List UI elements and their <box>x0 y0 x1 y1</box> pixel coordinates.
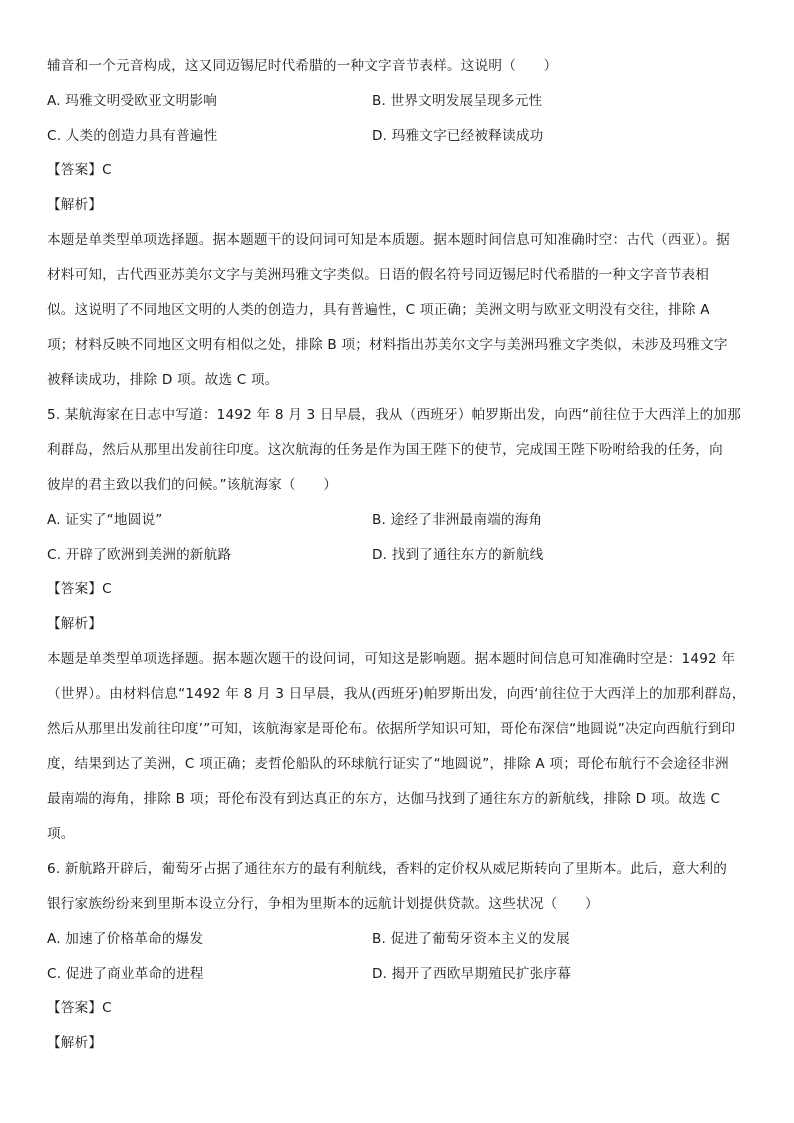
q4-analysis-line-2: 材料可知，古代西亚苏美尔文字与美洲玛雅文字类似。日语的假名符号同迈锡尼时代希腊的一种文字音节表相 <box>47 267 710 283</box>
q6-stem-line-2: 银行家族纷纷来到里斯本设立分行，争相为里斯本的远航计划提供贷款。这些状况（ ） <box>47 896 599 912</box>
q5-option-b: B. 途经了非洲最南端的海角 <box>372 512 543 528</box>
q4-option-b: B. 世界文明发展呈现多元性 <box>372 93 543 109</box>
q4-stem-tail: 辅音和一个元音构成，这又同迈锡尼时代希腊的一种文字音节表样。这说明（ ） <box>47 58 558 74</box>
q5-analysis-line-5: 最南端的海角，排除 B 项；哥伦布没有到达真正的东方，达伽马找到了通往东方的新航线，排除 D 项。故选 C <box>47 791 721 807</box>
q4-option-c: C. 人类的创造力具有普遍性 <box>47 128 218 144</box>
q6-option-d: D. 揭开了西欧早期殖民扩张序幕 <box>372 966 572 982</box>
q4-analysis-line-5: 被释读成功，排除 D 项。故选 C 项。 <box>47 372 279 388</box>
q6-analysis-label: 【解析】 <box>47 1035 103 1051</box>
q5-analysis-line-4: 度，结果到达了美洲，C 项正确；麦哲伦船队的环球航行证实了“地圆说”，排除 A 项；哥伦布航行不会途径非洲 <box>47 756 729 772</box>
q4-analysis-line-3: 似。这说明了不同地区文明的人类的创造力，具有普遍性，C 项正确；美洲文明与欧亚文明没有交往，排除 A <box>47 302 710 318</box>
q5-analysis-line-3: 然后从那里出发前往印度’”可知，该航海家是哥伦布。依据所学知识可知，哥伦布深信“地圆说”决定向西航行到印 <box>47 721 736 737</box>
q4-analysis-line-1: 本题是单类型单项选择题。据本题题干的设问词可知是本质题。据本题时间信息可知准确时空：古代（西亚）。据 <box>47 232 730 248</box>
q6-option-c: C. 促进了商业革命的进程 <box>47 966 204 982</box>
q4-option-d: D. 玛雅文字已经被释读成功 <box>372 128 544 144</box>
q5-option-a: A. 证实了“地圆说” <box>47 512 163 528</box>
q5-stem-line-2: 利群岛，然后从那里出发前往印度。这次航海的任务是作为国王陛下的使节，完成国王陛下吩咐给我的任务，向 <box>47 442 723 458</box>
q5-answer: 【答案】C <box>47 581 112 597</box>
q5-option-c: C. 开辟了欧洲到美洲的新航路 <box>47 547 232 563</box>
q6-stem-line-1: 6. 新航路开辟后，葡萄牙占据了通往东方的最有利航线，香料的定价权从威尼斯转向了里斯本。此后，意大利的 <box>47 861 727 877</box>
q6-answer: 【答案】C <box>47 1000 112 1016</box>
q5-stem-line-1: 5. 某航海家在日志中写道：1492 年 8 月 3 日早晨，我从（西班牙）帕罗斯出发，向西“前往位于大西洋上的加那 <box>47 407 741 423</box>
q4-analysis-line-4: 项；材料反映不同地区文明有相似之处，排除 B 项；材料指出苏美尔文字与美洲玛雅文字类似，未涉及玛雅文字 <box>47 337 728 353</box>
q4-analysis-label: 【解析】 <box>47 197 103 213</box>
q6-option-b: B. 促进了葡萄牙资本主义的发展 <box>372 931 570 947</box>
q5-analysis-label: 【解析】 <box>47 616 103 632</box>
q5-stem-line-3: 彼岸的君主致以我们的问候。”该航海家（ ） <box>47 477 338 493</box>
q5-option-d: D. 找到了通往东方的新航线 <box>372 547 544 563</box>
q5-analysis-line-2: （世界）。由材料信息“1492 年 8 月 3 日早晨，我从(西班牙)帕罗斯出发，向西‘前往位于大西洋上的加那利群岛， <box>47 686 746 702</box>
q4-option-a: A. 玛雅文明受欧亚文明影响 <box>47 93 218 109</box>
q5-analysis-line-6: 项。 <box>47 826 75 842</box>
q5-analysis-line-1: 本题是单类型单项选择题。据本题次题干的设问词，可知这是影响题。据本题时间信息可知准确时空是：1492 年 <box>47 651 736 667</box>
q4-answer: 【答案】C <box>47 162 112 178</box>
q6-option-a: A. 加速了价格革命的爆发 <box>47 931 204 947</box>
